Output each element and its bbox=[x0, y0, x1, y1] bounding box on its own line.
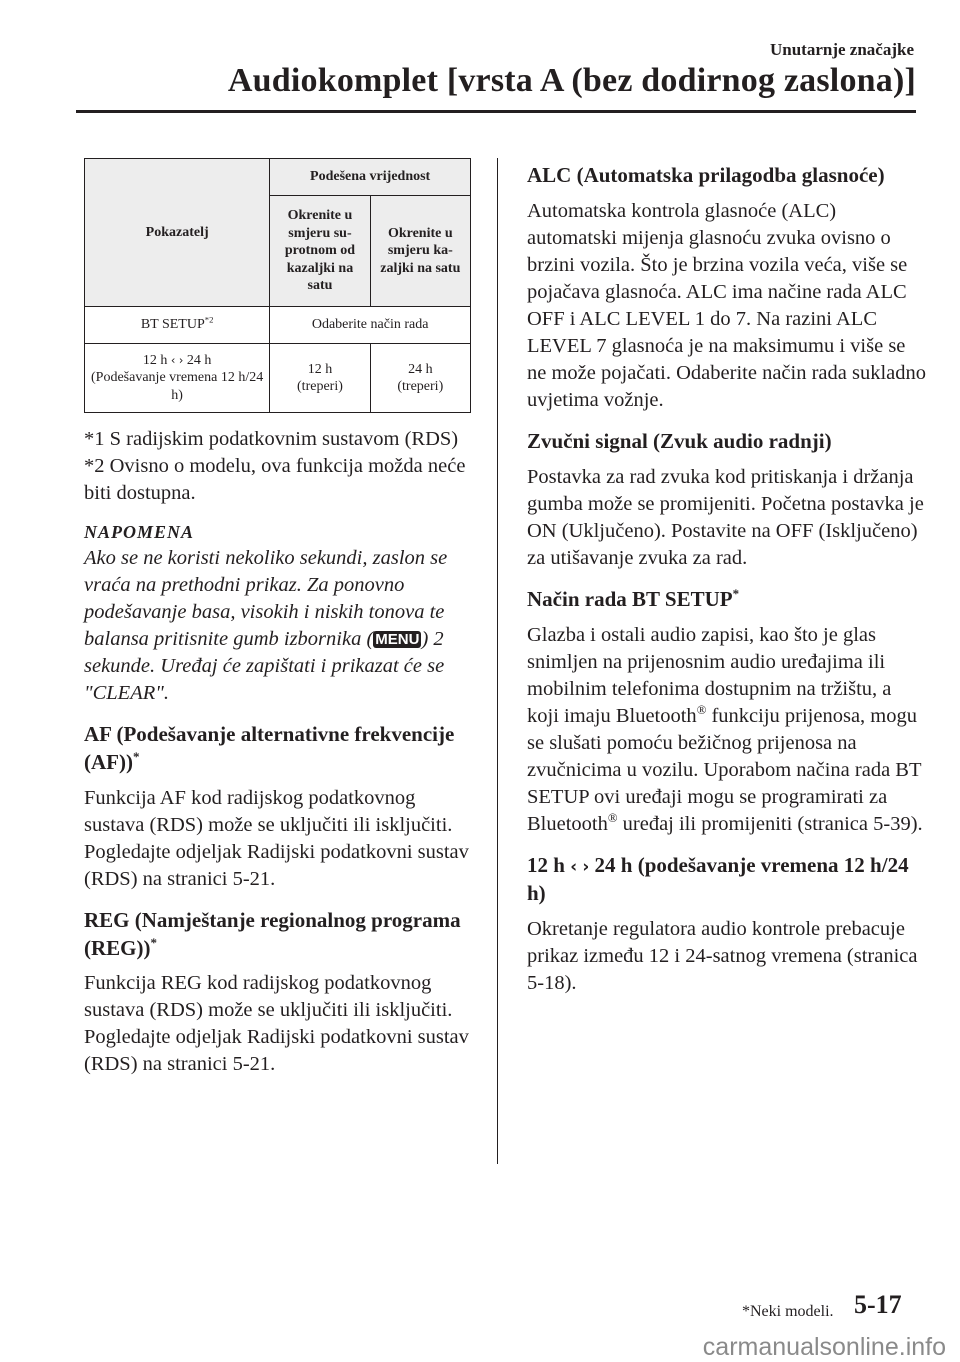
af-text: Funkcija AF kod radijskog podatkovnog sustava (RDS) može se uključiti ili isključiti. bbox=[84, 786, 453, 836]
col-header-indicator: Pokazatelj bbox=[85, 159, 270, 307]
col-header-setting: Podešena vrijednost bbox=[270, 159, 471, 196]
settings-table bbox=[84, 158, 471, 413]
column-divider bbox=[497, 158, 498, 1164]
footnote-2: *2 Ovisno o modelu, ova funkcija možda neće biti dostupna. bbox=[84, 455, 466, 505]
row-clock-cw: 24 h (treperi) bbox=[370, 344, 470, 413]
af-heading: AF (Podešavanje alternativne frekvencije (AF))* bbox=[84, 722, 455, 774]
right-column bbox=[527, 162, 927, 997]
clock-heading: 12 h ‹ › 24 h (podešavanje vremena 12 h/24 h) bbox=[527, 853, 909, 905]
watermark: carmanualsonline.info bbox=[702, 1333, 946, 1361]
footer-note: *Neki modeli. bbox=[742, 1303, 834, 1320]
beep-heading: Zvučni signal (Zvuk audio radnji) bbox=[527, 429, 832, 454]
row-clock-label: 12 h ‹ › 24 h (Podešavanje vremena 12 h/24 h) bbox=[85, 344, 270, 413]
col-header-ccw: Okrenite u smjeru su-protnom od kazaljki na satu bbox=[270, 196, 370, 307]
bt-text: Glazba i ostali audio zapisi, kao što je glas snimljen na prijenosnim audio uređajima ili mobilnim telefonima dostupnim na tržištu, a koji imaju Bluetooth® funkciju prijenosa, mogu se slušati pomoću bežičnog prijenosa na zvučnicima u vozilu. Uporabom načina rada BT SETUP ovi uređaji mogu se programirati za Bluetooth® uređaj ili promijeniti (stranica 5-39). bbox=[527, 623, 923, 836]
note-text: Ako se ne koristi nekoliko sekundi, zaslon se vraća na prethodni prikaz. Za ponovno podešavanje basa, visokih i niskih tonova te balansa pritisnite gumb izbornika ( MENU) 2 sekunde. Uređaj će zapištati i prikazat će se "CLEAR". bbox=[84, 546, 448, 705]
page-number: 5-17 bbox=[854, 1290, 902, 1319]
bt-heading: Način rada BT SETUP* bbox=[527, 586, 740, 611]
page-title: Audiokomplet [vrsta A (bez dodirnog zaslona)] bbox=[227, 62, 916, 99]
left-column bbox=[84, 426, 474, 1078]
chevron-left-icon: ‹ bbox=[570, 856, 578, 877]
col-header-cw: Okrenite u smjeru ka-zaljki na satu bbox=[370, 196, 470, 307]
chevron-right-icon: › bbox=[178, 353, 184, 367]
chevron-right-icon: › bbox=[582, 856, 590, 877]
footnote-1: *1 S radijskim podatkovnim sustavom (RDS) bbox=[84, 428, 459, 450]
clock-text: Okretanje regulatora audio kontrole prebacuje prikaz između 12 i 24-satnog vremena (stranica 5-18). bbox=[527, 917, 918, 994]
af-ref: Pogledajte odjeljak Radijski podatkovni sustav (RDS) na stranici 5-21. bbox=[84, 840, 469, 890]
reg-heading: REG (Namještanje regionalnog programa (REG))* bbox=[84, 907, 461, 960]
section-label: Unutarnje značajke bbox=[769, 40, 914, 59]
chevron-left-icon: ‹ bbox=[170, 353, 176, 367]
reg-ref: Pogledajte odjeljak Radijski podatkovni sustav (RDS) na stranici 5-21. bbox=[84, 1026, 469, 1076]
row-bt-setup-label: BT SETUP$^{*2}$ bbox=[85, 307, 270, 344]
row-clock-ccw: 12 h (treperi) bbox=[270, 344, 370, 413]
header-rule bbox=[76, 110, 916, 113]
reg-text: Funkcija REG kod radijskog podatkovnog sustava (RDS) može se uključiti ili isključiti. bbox=[84, 972, 453, 1022]
row-bt-setup-value: Odaberite način rada bbox=[270, 307, 471, 344]
note-title: NAPOMENA bbox=[84, 522, 195, 543]
alc-text: Automatska kontrola glasnoće (ALC) automatski mijenja glasnoću zvuka ovisno o brzini vozila. Što je brzina vozila veća, više se pojačava glasnoća. ALC ima načine rada ALC OFF i ALC LEVEL 1 do 7. Na razini ALC LEVEL 7 glasnoća je na maksimumu i više se ne može pojačati. Odaberite način rada sukladno uvjetima vožnje. bbox=[527, 199, 927, 412]
alc-heading: ALC (Automatska prilagodba glasnoće) bbox=[527, 163, 885, 187]
menu-button-icon: MENU bbox=[375, 631, 420, 649]
beep-text: Postavka za rad zvuka kod pritiskanja i držanja gumba može se promijeniti. Početna postavka je ON (Uključeno). Postavite na OFF (Isključeno) za utišavanje zvuka za rad. bbox=[527, 465, 924, 569]
